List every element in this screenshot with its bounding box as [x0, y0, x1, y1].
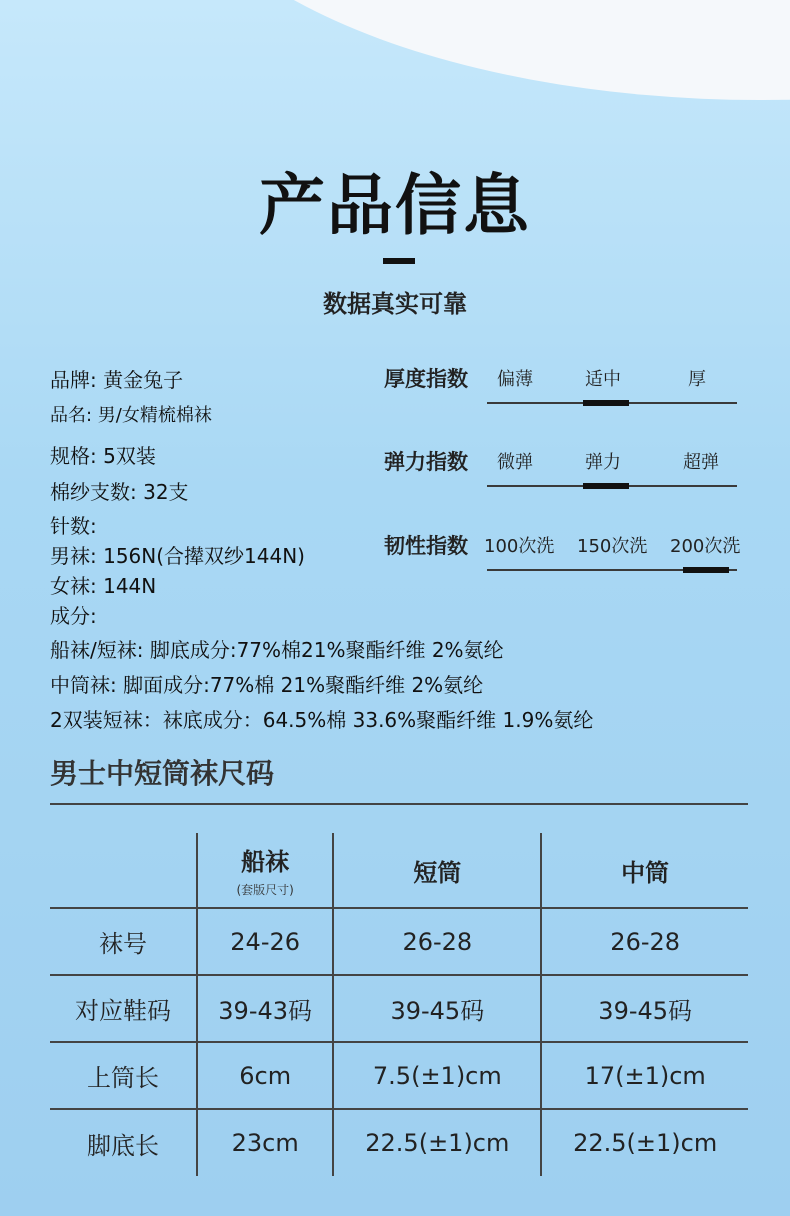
table-cell: 23cm — [197, 1109, 333, 1176]
size-col-short-tube: 短筒 — [333, 833, 541, 908]
row-label-shoe-size: 对应鞋码 — [50, 975, 197, 1042]
spec-brand: 品牌: 黄金兔子 — [50, 368, 184, 392]
toughness-option-150: 150次洗 — [577, 536, 648, 557]
spec-package: 规格: 5双装 — [50, 444, 156, 468]
thickness-option-thin: 偏薄 — [497, 369, 533, 390]
table-cell: 24-26 — [197, 908, 333, 975]
size-table-header-row — [50, 833, 748, 908]
spec-yarn-count: 棉纱支数: 32支 — [50, 480, 189, 504]
toughness-option-200: 200次洗 — [670, 536, 741, 557]
spec-product-name: 品名: 男/女精梳棉袜 — [50, 405, 212, 426]
row-label-sock-size: 袜号 — [50, 908, 197, 975]
table-cell: 22.5(±1)cm — [333, 1109, 541, 1176]
thickness-option-thick: 厚 — [688, 369, 706, 390]
toughness-selected-mark — [683, 567, 729, 573]
size-chart-heading-rule — [50, 803, 748, 805]
table-cell: 39-45码 — [541, 975, 748, 1042]
spec-composition-2pack: 2双装短袜：袜底成分：64.5%棉 33.6%聚酯纤维 1.9%氨纶 — [50, 708, 594, 732]
thickness-selected-mark — [583, 400, 629, 406]
row-label-upper-length: 上筒长 — [50, 1042, 197, 1109]
table-row — [50, 1042, 748, 1109]
size-table-corner-cell — [50, 833, 197, 908]
elasticity-option-elastic: 弹力 — [585, 452, 621, 473]
size-col-mid-tube: 中筒 — [541, 833, 748, 908]
page-subtitle: 数据真实可靠 — [323, 290, 467, 318]
thickness-index-label: 厚度指数 — [384, 367, 468, 391]
table-row — [50, 1109, 748, 1176]
thickness-option-medium: 适中 — [585, 369, 621, 390]
spec-women-needle: 女袜: 144N — [50, 574, 157, 598]
table-row — [50, 908, 748, 975]
spec-men-needle: 男袜: 156N(合撵双纱144N) — [50, 544, 305, 568]
table-cell: 7.5(±1)cm — [333, 1042, 541, 1109]
elasticity-option-super: 超弹 — [683, 452, 719, 473]
table-cell: 39-43码 — [197, 975, 333, 1042]
spec-needle-count: 针数: — [50, 514, 97, 538]
table-cell: 22.5(±1)cm — [541, 1109, 748, 1176]
table-row — [50, 975, 748, 1042]
toughness-option-100: 100次洗 — [484, 536, 555, 557]
table-cell: 39-45码 — [333, 975, 541, 1042]
table-cell: 26-28 — [333, 908, 541, 975]
elasticity-option-slight: 微弹 — [497, 452, 533, 473]
toughness-index-label: 韧性指数 — [384, 534, 468, 558]
spec-composition-boat: 船袜/短袜: 脚底成分:77%棉21%聚酯纤维 2%氨纶 — [50, 638, 504, 662]
spec-composition-mid: 中筒袜: 脚面成分:77%棉 21%聚酯纤维 2%氨纶 — [50, 673, 484, 697]
spec-composition: 成分: — [50, 604, 97, 628]
table-cell: 6cm — [197, 1042, 333, 1109]
size-col-boat-sock-label: 船袜 — [241, 848, 290, 876]
elasticity-index-label: 弹力指数 — [384, 450, 468, 474]
size-chart-heading: 男士中短筒袜尺码 — [50, 757, 275, 790]
table-cell: 17(±1)cm — [541, 1042, 748, 1109]
elasticity-selected-mark — [583, 483, 629, 489]
title-dash-divider — [383, 258, 415, 264]
header-wave-decoration — [160, 0, 790, 100]
size-col-boat-sock — [197, 833, 333, 908]
size-table — [50, 833, 748, 1176]
table-cell: 26-28 — [541, 908, 748, 975]
size-col-boat-sock-note: (套版尺寸) — [236, 883, 294, 897]
row-label-sole-length: 脚底长 — [50, 1109, 197, 1176]
page-title: 产品信息 — [259, 167, 531, 244]
